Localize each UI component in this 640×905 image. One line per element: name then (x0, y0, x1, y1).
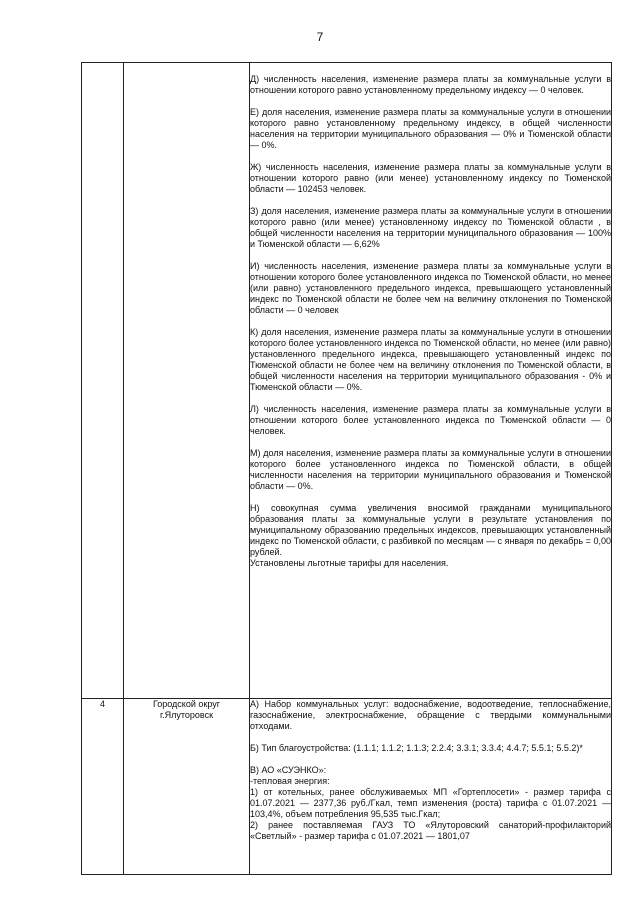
paragraph-v-2: 2) ранее поставляемая ГАУЗ ТО «Ялуторовский санаторий-профилакторий «Светлый» - размер тарифа с 01.07.2021 — 1801,07 (250, 820, 611, 841)
paragraph-n: Н) совокупная сумма увеличения вносимой гражданами муниципального образования платы за коммунальные услуги в результате установления по муниципальному образованию предельных индексов, превышающих установленный индекс по Тюменской области, с разбивкой по месяцам — с января по декабрь = 0,00 рублей. (250, 503, 611, 557)
content-cell (250, 699, 612, 875)
paragraph-d: Д) численность населения, изменение размера платы за коммунальные услуги в отношении которого равно установленному предельному индексу — 0 человек. (250, 74, 611, 95)
paragraph-b: Б) Тип благоустройства: (1.1.1; 1.1.2; 1.1.3; 2.2.4; 3.3.1; 3.3.4; 4.4.7; 5.5.1; 5.5.2)* (250, 743, 583, 753)
paragraph-tail: Установлены льготные тарифы для населения. (250, 558, 449, 568)
row-number: 4 (82, 699, 124, 875)
paragraph-a: А) Набор коммунальных услуг: водоснабжение, водоотведение, теплоснабжение, газоснабжение, электроснабжение, обращение с твердыми коммунальными отходами. (250, 699, 611, 731)
paragraph-z: З) доля населения, изменение размера платы за коммунальные услуги в отношении которого равно (или менее) установленному индексу по Тюменской области , в общей численности населения на территории муниципального образования — 100% и Тюменской области — 6,62% (250, 206, 611, 249)
paragraph-zh: Ж) численность населения, изменение размера платы за коммунальные услуги в отношении которого равно (или менее) установленному индексу по Тюменской области — 102453 человек. (250, 162, 611, 194)
data-table (81, 62, 612, 875)
paragraph-l: Л) численность населения, изменение размера платы за коммунальные услуги в отношении которого более установленного индекса по Тюменской области — 0 человек. (250, 404, 611, 436)
paragraph-v-title: В) АО «СУЭНКО»: (250, 765, 327, 775)
paragraph-i: И) численность населения, изменение размера платы за коммунальные услуги в отношении которого более установленного индекса по Тюменской области, но менее (или равно) установленного предельного индекса, превышающего установленный индекс по Тюменской области не более чем на величину отклонения по Тюменской области — 0 человек (250, 261, 611, 315)
paragraph-k: К) доля населения, изменение размера платы за коммунальные услуги в отношении которого более установленного индекса по Тюменской области, но менее (или равно) установленного предельного индекса, превышающего установленный индекс по Тюменской области не более чем на величину отклонения по Тюменской области, в общей численности населения на территории муниципального образования - 0% и Тюменской области — 0%. (250, 327, 611, 392)
paragraph-v-1: 1) от котельных, ранее обслуживаемых МП «Гортеплосети» - размер тарифа с 01.07.2021 — 2377,36 руб./Гкал, темп изменения (роста) тарифа с 01.07.2021 — 103,4%, объем потребления 95,535 тыс.Гкал; (250, 787, 611, 819)
content-cell (250, 63, 612, 699)
table-row (82, 63, 612, 699)
number-cell (82, 63, 124, 699)
municipality-line: Городской округ (152, 699, 221, 709)
municipality-cell (124, 63, 250, 699)
paragraph-e: Е) доля населения, изменение размера платы за коммунальные услуги в отношении которого равно установленному предельному индексу, в общей численности населения на территории муниципального образования — 0% и Тюменской области — 0%. (250, 107, 611, 150)
paragraph-v-sub: -тепловая энергия: (250, 776, 330, 786)
municipality-name (124, 699, 250, 875)
municipality-line: г.Ялуторовск (159, 710, 214, 720)
table-row (82, 699, 612, 875)
paragraph-m: М) доля населения, изменение размера платы за коммунальные услуги в отношении которого более установленного индекса по Тюменской области, в общей численности населения на территории муниципального образования и Тюменской области — 0%. (250, 448, 611, 491)
page-number: 7 (316, 30, 324, 44)
